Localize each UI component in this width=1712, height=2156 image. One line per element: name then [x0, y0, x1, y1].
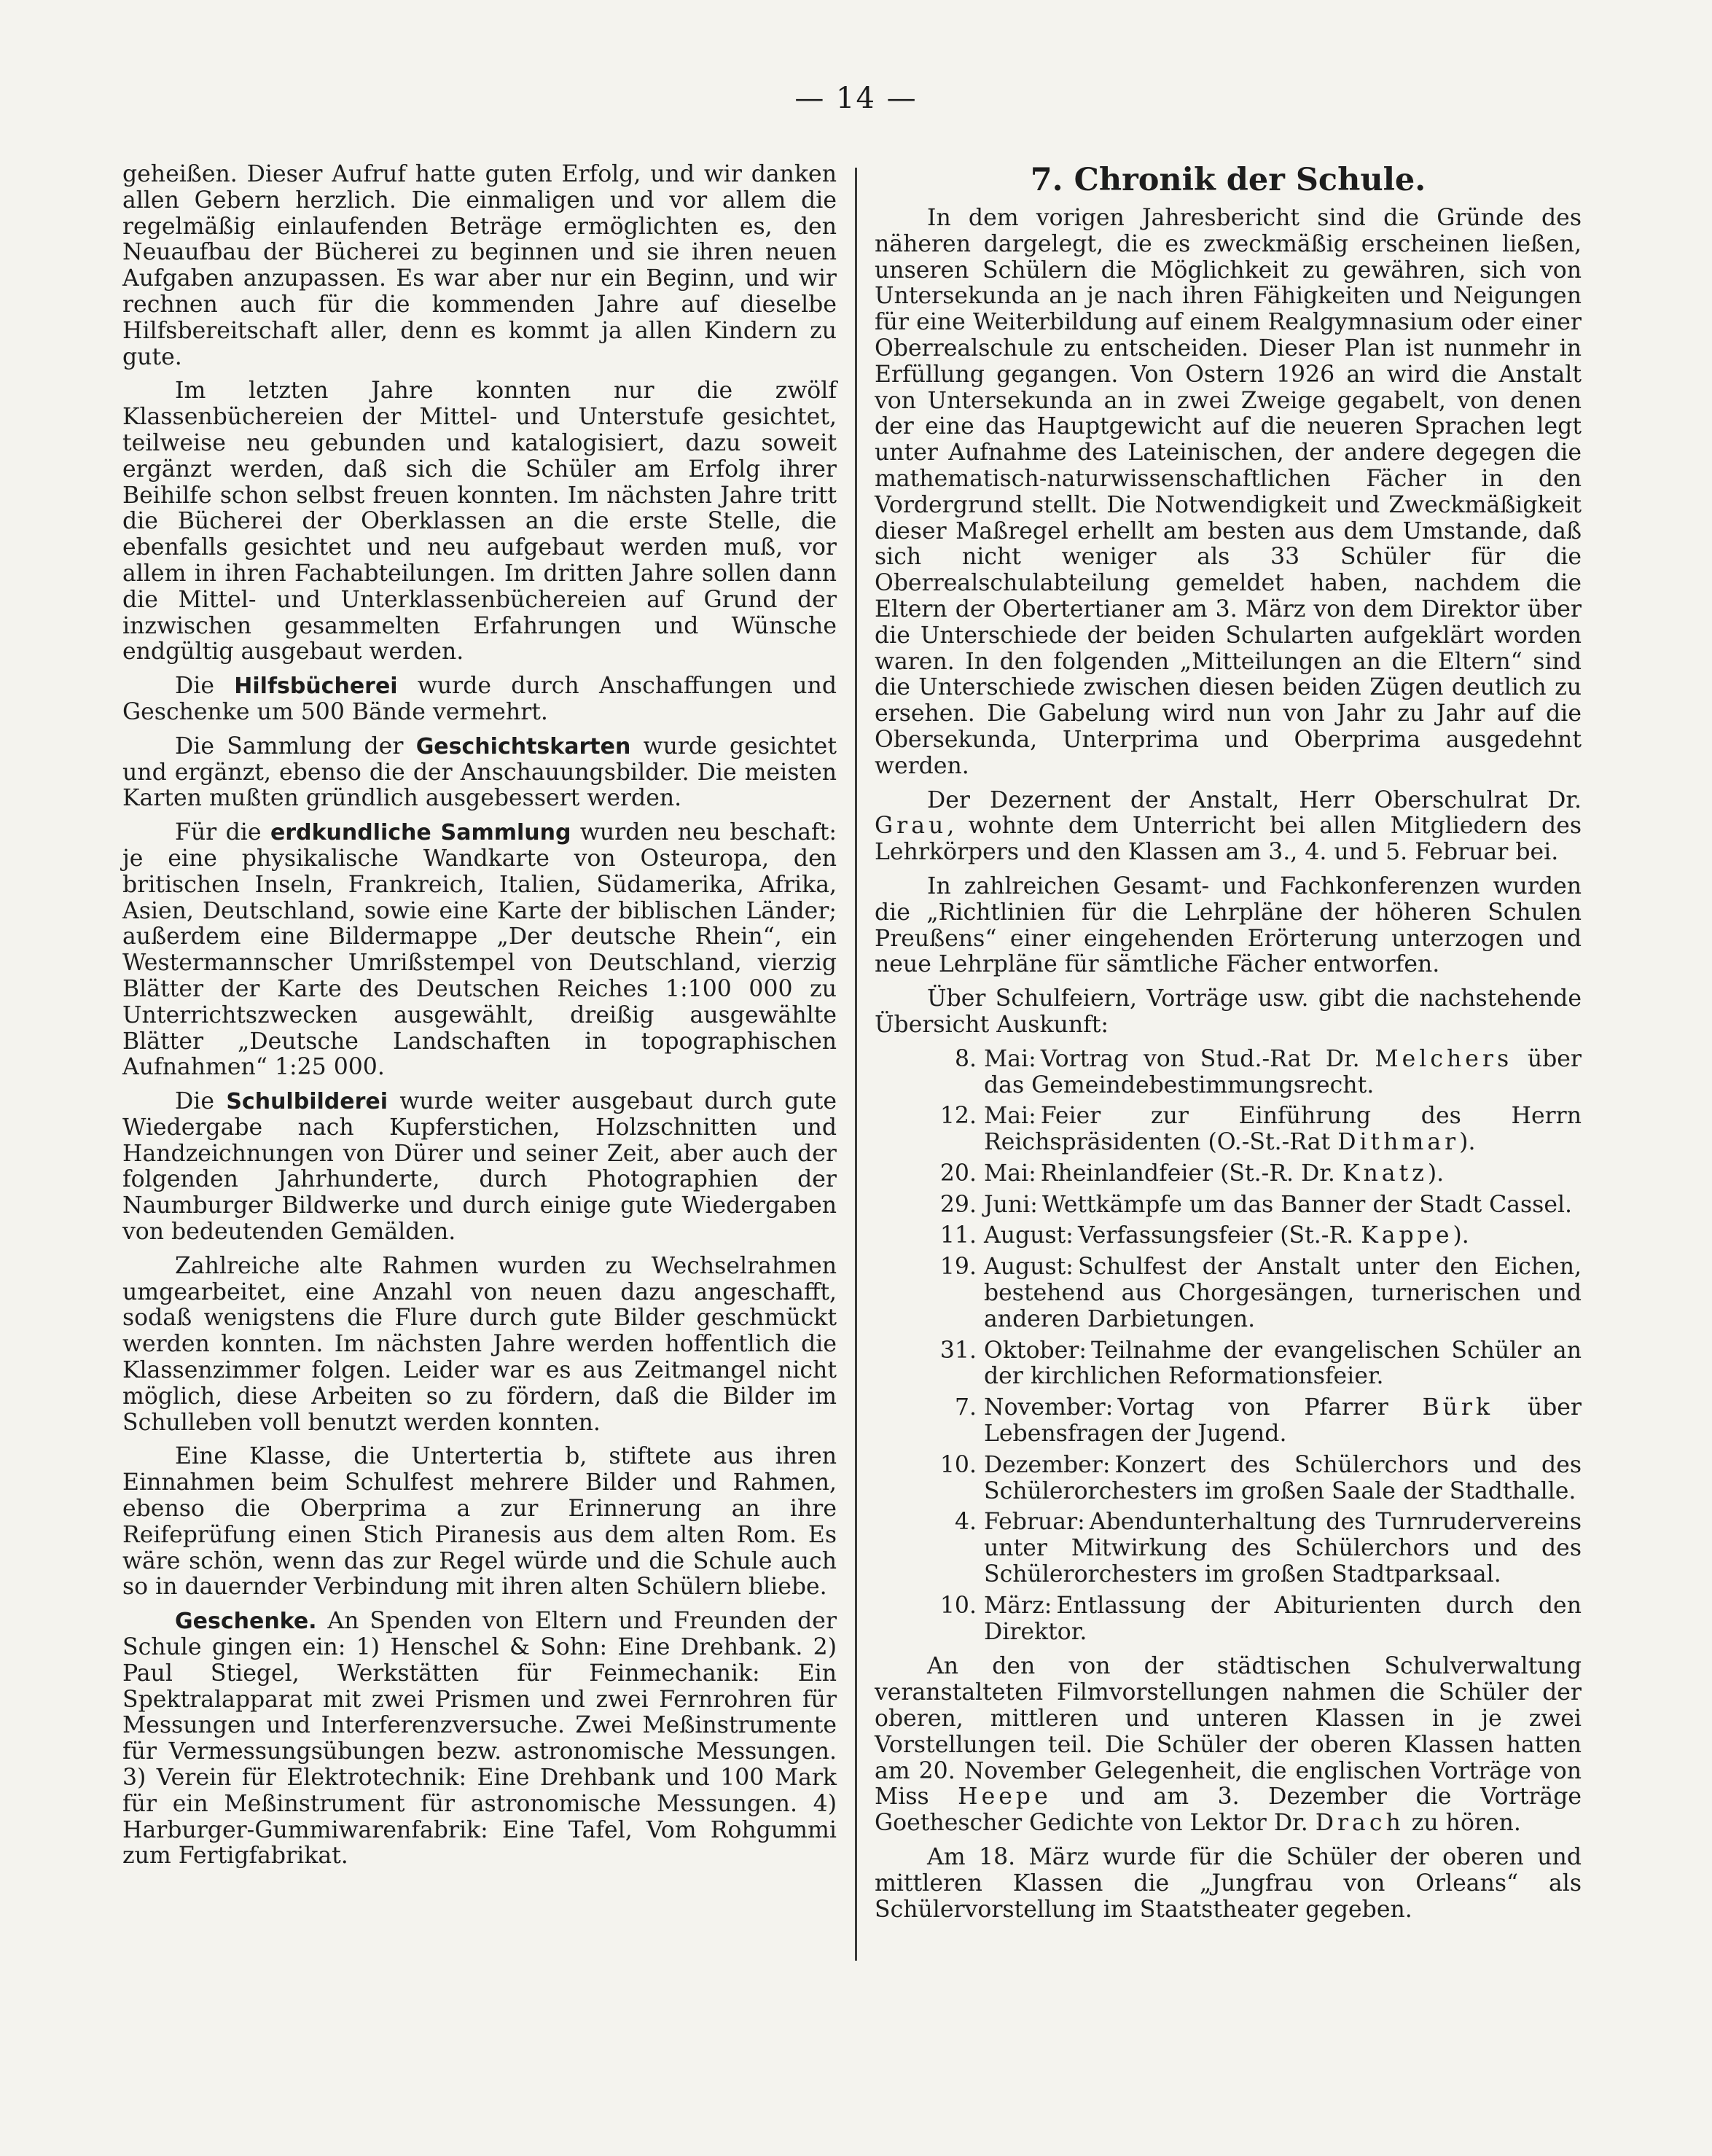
paragraph: Eine Klasse, die Untertertia b, stiftete aus ihren Einnahmen beim Schulfest mehrere Bilder und Rahmen, ebenso die Oberprima a zur Erinnerung an ihre Reifeprüfung einen Stich Piranesis aus dem alten Rom. Es wäre schön, wenn das zur Regel würde und die Schule auch so in dauernder Verbindung mit ihren alten Schülern bliebe.	[122, 1443, 837, 1601]
event-date: 11.	[939, 1222, 977, 1249]
paragraph: Die Schulbilderei wurde weiter ausgebaut durch gute Wiedergabe nach Kupferstichen, Holzschnitten und Handzeichnungen von Dürer und seiner Zeit, aber auch der folgenden Jahrhunderte, durch Photographien der Naumburger Bildwerke und durch einige gute Wiedergaben von bedeutenden Gemälden.	[122, 1088, 837, 1246]
paragraph: Zahlreiche alte Rahmen wurden zu Wechselrahmen umgearbeitet, eine Anzahl von neuen dazu angeschafft, sodaß wenigstens die Flure durch gute Bilder geschmückt werden konnten. Im nächsten Jahre werden hoffentlich die Klassenzimmer folgen. Leider war es aus Zeitmangel nicht möglich, diese Arbeiten so zu fördern, daß die Bilder im Schulleben voll benutzt werden konnten.	[122, 1252, 837, 1436]
event-item	[875, 1593, 1582, 1646]
person-name: Drach	[1315, 1810, 1404, 1837]
event-text: Mai: Feier zur Einführung des Herrn Reichspräsidenten (O.-St.-Rat Dithmar).	[984, 1103, 1582, 1156]
event-item	[875, 1453, 1582, 1505]
event-month: Februar:	[984, 1509, 1085, 1536]
bold-term: Geschenke.	[175, 1609, 317, 1635]
event-item	[875, 1104, 1582, 1156]
person-name: Knatz	[1342, 1160, 1428, 1187]
paragraph: Geschenke. An Spenden von Eltern und Freunden der Schule gingen ein: 1) Henschel & Sohn: Eine Drehbank. 2) Paul Stiegel, Werkstätten für Feinmechanik: Ein Spektralapparat mit zwei Prismen und zwei Fernrohren für Messungen und Interferenzversuche. Zwei Meßinstrumente für Vermessungsübungen bezw. astronomische Messungen. 3) Verein für Elektrotechnik: Eine Drehbank und 100 Mark für ein Meßinstrument für astronomische Messungen. 4) Harburger-Gummiwarenfabrik: Eine Tafel, Vom Rohgummi zum Fertigfabrikat.	[122, 1608, 837, 1870]
event-item	[875, 1509, 1582, 1587]
event-date: 20.	[939, 1160, 977, 1187]
paragraph: Für die erdkundliche Sammlung wurden neu beschaft: je eine physikalische Wandkarte von Osteuropa, den britischen Inseln, Frankreich, Italien, Südamerika, Afrika, Asien, Deutschland, sowie eine Karte der biblischen Länder; außerdem eine Bildermappe „Der deutsche Rhein“, ein Westermannscher Umrißstempel von Deutschland, vierzig Blätter der Karte des Deutschen Reiches 1:100 000 zu Unterrichtszwecken ausgewählt, dreißig ausgewählte Blätter „Deutsche Landschaften in topographischen Aufnahmen“ 1:25 000.	[122, 819, 837, 1081]
event-item	[875, 1223, 1582, 1249]
person-name: Heepe	[958, 1784, 1052, 1811]
event-date: 8.	[954, 1045, 977, 1072]
event-item	[875, 1395, 1582, 1448]
paragraph: geheißen. Dieser Aufruf hatte guten Erfolg, und wir danken allen Gebern herzlich. Die einmaligen und vor allem die regelmäßig einlaufenden Beträge ermöglichten es, den Neuaufbau der Bücherei zu beginnen und sie ihren neuen Aufgaben anzupassen. Es war aber nur ein Beginn, und wir rechnen auch für die kommenden Jahre auf dieselbe Hilfsbereitschaft aller, denn es kommt ja allen Kindern zu gute.	[122, 161, 837, 370]
event-item	[875, 1254, 1582, 1332]
event-text: Dezember: Konzert des Schülerchors und des Schülerorchesters im großen Saale der Stadthalle.	[984, 1451, 1582, 1504]
event-date: 31.	[939, 1337, 977, 1364]
person-name: Melchers	[1375, 1045, 1513, 1072]
paragraph: An den von der städtischen Schulverwaltung veranstalteten Filmvorstellungen nahmen die Schüler der oberen, mittleren und unteren Klassen in je zwei Vorstellungen teil. Die Schüler der oberen Klassen hatten am 20. November Gelegenheit, die englischen Vorträge von Miss Heepe und am 3. Dezember die Vorträge Goethescher Gedichte von Lektor Dr. Drach zu hören.	[875, 1653, 1582, 1837]
event-month: Dezember:	[984, 1451, 1111, 1478]
event-month: November:	[984, 1394, 1114, 1421]
event-text: August: Schulfest der Anstalt unter den Eichen, bestehend aus Chorgesängen, turnerischen und anderen Darbietungen.	[984, 1254, 1582, 1332]
event-text: August: Verfassungsfeier (St.-R. Kappe).	[984, 1222, 1469, 1249]
bold-term: Geschichtskarten	[415, 733, 631, 759]
event-date: 19.	[939, 1254, 977, 1281]
paragraph: In dem vorigen Jahresbericht sind die Gründe des näheren dargelegt, die es zweckmäßig erscheinen ließen, unseren Schülern die Möglichkeit zu gewähren, sich von Untersekunda an je nach ihren Fähigkeiten und Neigungen für eine Weiterbildung auf einem Realgymnasium oder einer Oberrealschule zu entscheiden. Dieser Plan ist nunmehr in Erfüllung gegangen. Von Ostern 1926 an wird die Anstalt von Untersekunda an in zwei Zweige gegabelt, von denen der eine das Hauptgewicht auf die neueren Sprachen legt unter Aufnahme des Lateinischen, der andere degegen die mathematisch-naturwissenschaftlichen Fächer in den Vordergrund stellt. Die Notwendigkeit und Zweckmäßigkeit dieser Maßregel erhellt am besten aus dem Umstande, daß sich nicht weniger als 33 Schüler für die Oberrealschulabteilung gemeldet haben, nachdem die Eltern der Obertertianer am 3. März von dem Direktor über die Unterschiede der beiden Schularten aufgeklärt worden waren. In den folgenden „Mitteilungen an die Eltern“ sind die Unterschiede zwischen diesen beiden Zügen deutlich zu ersehen. Die Gabelung wird nun von Jahr zu Jahr auf die Obersekunda, Unterprima und Oberprima ausgedehnt werden.	[875, 205, 1582, 779]
event-item	[875, 1161, 1582, 1187]
event-date: 12.	[939, 1103, 977, 1130]
paragraph: Am 18. März wurde für die Schüler der oberen und mittleren Klassen die „Jungfrau von Orleans“ als Schülervorstellung im Staatstheater gegeben.	[875, 1844, 1582, 1923]
bold-term: Hilfsbücherei	[234, 673, 398, 700]
column-divider	[855, 168, 857, 1961]
left-column	[122, 162, 837, 1878]
bold-term: erdkundliche Sammlung	[270, 820, 571, 846]
event-date: 10.	[939, 1451, 977, 1478]
event-text: Oktober: Teilnahme der evangelischen Schüler an der kirchlichen Reformationsfeier.	[984, 1337, 1582, 1390]
paragraph: Der Dezernent der Anstalt, Herr Oberschulrat Dr. Grau, wohnte dem Unterricht bei allen Mitgliedern des Lehrkörpers und den Klassen am 3., 4. und 5. Februar bei.	[875, 786, 1582, 866]
person-name: Grau	[875, 813, 947, 840]
event-date: 29.	[939, 1191, 977, 1218]
event-text: Mai: Rheinlandfeier (St.-R. Dr. Knatz).	[984, 1160, 1445, 1187]
person-name: Kappe	[1361, 1222, 1453, 1249]
paragraph: Im letzten Jahre konnten nur die zwölf Klassenbüchereien der Mittel- und Unterstufe gesichtet, teilweise neu gebunden und katalogisiert, dazu soweit ergänzt werden, daß sich die Schüler am Erfolg ihrer Beihilfe schon selbst freuen konnten. Im nächsten Jahre tritt die Bücherei der Oberklassen an die erste Stelle, die ebenfalls gesichtet und neu aufgebaut werden muß, vor allem in ihren Fachabteilungen. Im dritten Jahre sollen dann die Mittel- und Unterklassenbüchereien auf Grund der inzwischen gesammelten Erfahrungen und Wünsche endgültig ausgebaut werden.	[122, 378, 837, 665]
event-text: November: Vortag von Pfarrer Bürk über Lebensfragen der Jugend.	[984, 1394, 1582, 1448]
event-text: Juni: Wettkämpfe um das Banner der Stadt Cassel.	[984, 1191, 1573, 1218]
paragraph: Die Hilfsbücherei wurde durch Anschaffungen und Geschenke um 500 Bände vermehrt.	[122, 673, 837, 725]
event-month: Oktober:	[984, 1337, 1087, 1364]
event-month: Mai:	[984, 1103, 1036, 1130]
event-month: August:	[984, 1222, 1074, 1249]
event-text: Februar: Abendunterhaltung des Turnrudervereins unter Mitwirkung des Schülerchors und des Schülerorchesters im großen Stadtparksaal.	[984, 1509, 1582, 1588]
page-number: — 14 —	[794, 82, 918, 115]
event-text: März: Entlassung der Abiturienten durch den Direktor.	[984, 1592, 1582, 1645]
paragraph: Die Sammlung der Geschichtskarten wurde gesichtet und ergänzt, ebenso die der Anschauungsbilder. Die meisten Karten mußten gründlich ausgebessert werden.	[122, 733, 837, 812]
event-date: 7.	[954, 1394, 977, 1421]
section-title: 7. Chronik der Schule.	[1030, 162, 1426, 198]
event-date: 4.	[954, 1509, 977, 1536]
event-month: August:	[984, 1254, 1074, 1281]
event-month: Mai:	[984, 1160, 1036, 1187]
right-column	[875, 162, 1582, 1931]
paragraph: Über Schulfeiern, Vorträge usw. gibt die nachstehende Übersicht Auskunft:	[875, 985, 1582, 1038]
event-item	[875, 1338, 1582, 1391]
event-month: Mai:	[984, 1045, 1036, 1072]
event-text: Mai: Vortrag von Stud.-Rat Dr. Melchers über das Gemeindebestimmungsrecht.	[984, 1045, 1582, 1098]
event-month: Juni:	[984, 1191, 1038, 1218]
person-name: Bürk	[1422, 1394, 1494, 1421]
event-item	[875, 1192, 1582, 1219]
paragraph: In zahlreichen Gesamt- und Fachkonferenzen wurden die „Richtlinien für die Lehrpläne der höheren Schulen Preußens“ einer eingehenden Erörterung unterzogen und neue Lehrpläne für sämtliche Fächer entworfen.	[875, 872, 1582, 978]
person-name: Dithmar	[1337, 1129, 1460, 1156]
event-list	[875, 1047, 1582, 1646]
event-item	[875, 1047, 1582, 1099]
bold-term: Schulbilderei	[226, 1089, 388, 1115]
event-date: 10.	[939, 1592, 977, 1619]
event-month: März:	[984, 1592, 1052, 1619]
